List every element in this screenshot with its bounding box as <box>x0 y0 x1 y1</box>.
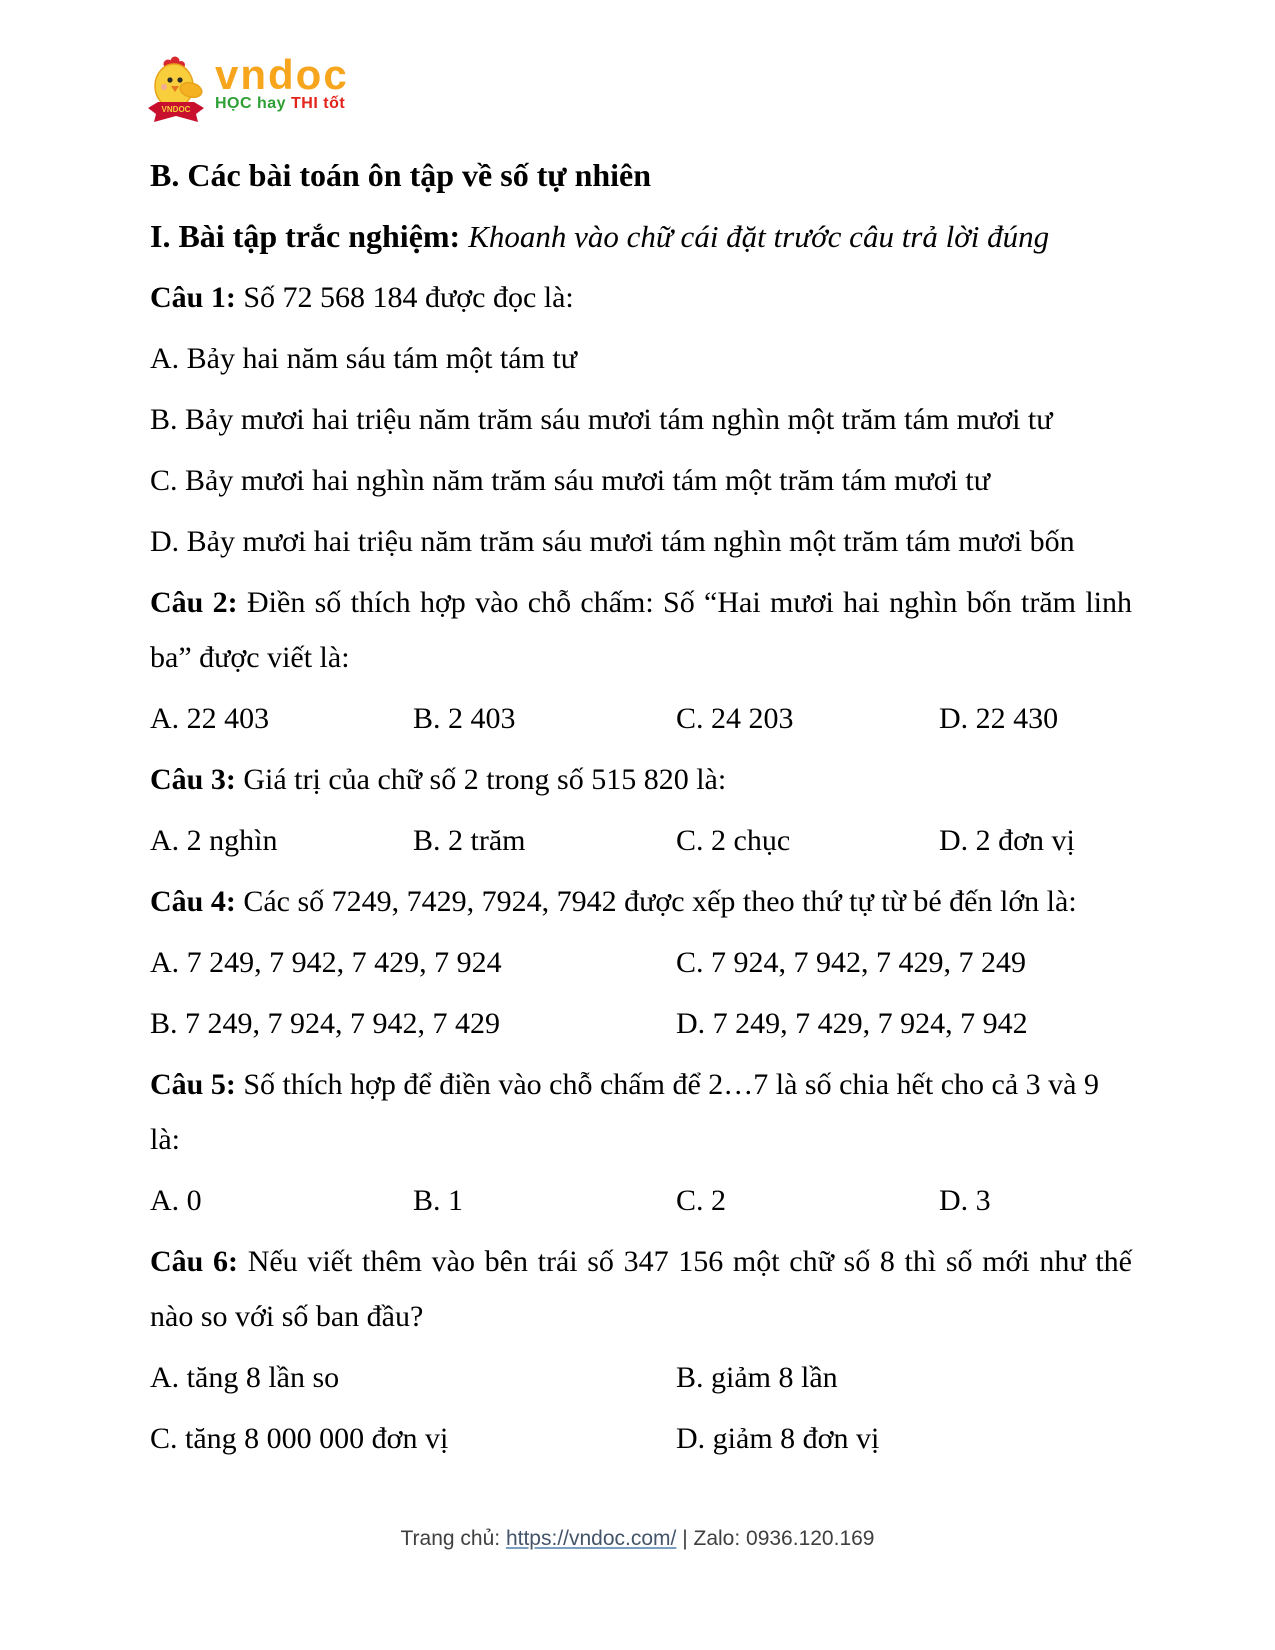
answer-option: D. Bảy mươi hai triệu năm trăm sáu mươi tám nghìn một trăm tám mươi bốn <box>150 525 1075 558</box>
answer-row <box>150 1350 1132 1405</box>
answer-row <box>150 996 1132 1051</box>
question-6 <box>150 1234 1132 1466</box>
question-2 <box>150 575 1132 746</box>
question-stem: Câu 2: Điền số thích hợp vào chỗ chấm: Số “Hai mươi hai nghìn bốn trăm linh ba” được viết là: <box>150 586 1133 674</box>
question-label: Câu 5: <box>150 1068 236 1101</box>
footer-zalo-label: | Zalo: 0936.120.169 <box>676 1527 875 1550</box>
question-label: Câu 2: <box>150 586 238 619</box>
page-title: B. Các bài toán ôn tập về số tự nhiên <box>150 157 652 193</box>
answer-option: A. 22 403 <box>150 702 270 735</box>
section-heading <box>150 209 1132 264</box>
answer-option: B. giảm 8 lần <box>676 1361 838 1394</box>
answer-option: B. Bảy mươi hai triệu năm trăm sáu mươi tám nghìn một trăm tám mươi tư <box>150 403 1053 436</box>
answer-row <box>150 1411 1132 1466</box>
question-3 <box>150 752 1132 868</box>
document-content <box>150 148 1132 1472</box>
answer-option: C. 7 924, 7 942, 7 429, 7 249 <box>676 946 1027 979</box>
answer-option: B. 7 249, 7 924, 7 942, 7 429 <box>150 1007 501 1040</box>
question-stem: Câu 6: Nếu viết thêm vào bên trái số 347 156 một chữ số 8 thì số mới như thế nào so với số ban đầu? <box>150 1245 1132 1333</box>
answer-option: B. 2 trăm <box>413 824 526 857</box>
vndoc-logo <box>146 51 349 126</box>
question-label: Câu 1: <box>150 281 236 314</box>
question-stem: Câu 5: Số thích hợp để điền vào chỗ chấm để 2…7 là số chia hết cho cả 3 và 9 là: <box>150 1068 1099 1156</box>
question-label: Câu 4: <box>150 885 236 918</box>
question-1 <box>150 270 1132 569</box>
answer-option: A. 0 <box>150 1184 202 1217</box>
brand-tagline <box>215 95 345 113</box>
answer-option: D. 22 430 <box>939 702 1059 735</box>
question-stem: Câu 4: Các số 7249, 7429, 7924, 7942 được xếp theo thứ tự từ bé đến lớn là: <box>150 885 1077 918</box>
answer-option: D. giảm 8 đơn vị <box>676 1422 880 1455</box>
question-4 <box>150 874 1132 1051</box>
answer-option: B. 1 <box>413 1184 464 1217</box>
brand-wordmark: vndoc <box>215 51 349 98</box>
answer-row <box>150 935 1132 990</box>
answer-option: C. tăng 8 000 000 đơn vị <box>150 1422 449 1455</box>
answer-option: A. Bảy hai năm sáu tám một tám tư <box>150 342 578 375</box>
answer-option: C. Bảy mươi hai nghìn năm trăm sáu mươi tám một trăm tám mươi tư <box>150 464 991 497</box>
tagline-red: THI tốt <box>291 95 346 112</box>
question-label: Câu 6: <box>150 1245 239 1278</box>
footer-home-label: Trang chủ: <box>400 1527 506 1550</box>
page-footer <box>0 1524 1275 1554</box>
section-instruction: Khoanh vào chữ cái đặt trước câu trả lời đúng <box>468 219 1050 254</box>
question-label: Câu 3: <box>150 763 236 796</box>
answer-option: A. 2 nghìn <box>150 824 278 857</box>
answer-row <box>150 1173 1132 1228</box>
section-label: I. Bài tập trắc nghiệm: <box>150 218 461 254</box>
answer-option: A. tăng 8 lần so <box>150 1361 340 1394</box>
banner-text: VNDOC <box>161 105 191 114</box>
chicken-mascot-icon <box>146 56 208 126</box>
answer-option: A. 7 249, 7 942, 7 429, 7 924 <box>150 946 502 979</box>
question-stem: Câu 1: Số 72 568 184 được đọc là: <box>150 281 574 314</box>
answer-option: D. 3 <box>939 1184 991 1217</box>
home-link[interactable]: https://vndoc.com/ <box>505 1527 677 1550</box>
answer-option: C. 2 chục <box>676 824 791 857</box>
tagline-green: HỌC hay <box>215 95 287 112</box>
answer-row <box>150 813 1132 868</box>
answer-option: D. 7 249, 7 429, 7 924, 7 942 <box>676 1007 1028 1040</box>
answer-row <box>150 691 1132 746</box>
answer-option: C. 2 <box>676 1184 727 1217</box>
answer-option: C. 24 203 <box>676 702 794 735</box>
question-stem: Câu 3: Giá trị của chữ số 2 trong số 515 820 là: <box>150 763 727 796</box>
answer-option: B. 2 403 <box>413 702 516 735</box>
answer-option: D. 2 đơn vị <box>939 824 1075 857</box>
question-5 <box>150 1057 1132 1228</box>
